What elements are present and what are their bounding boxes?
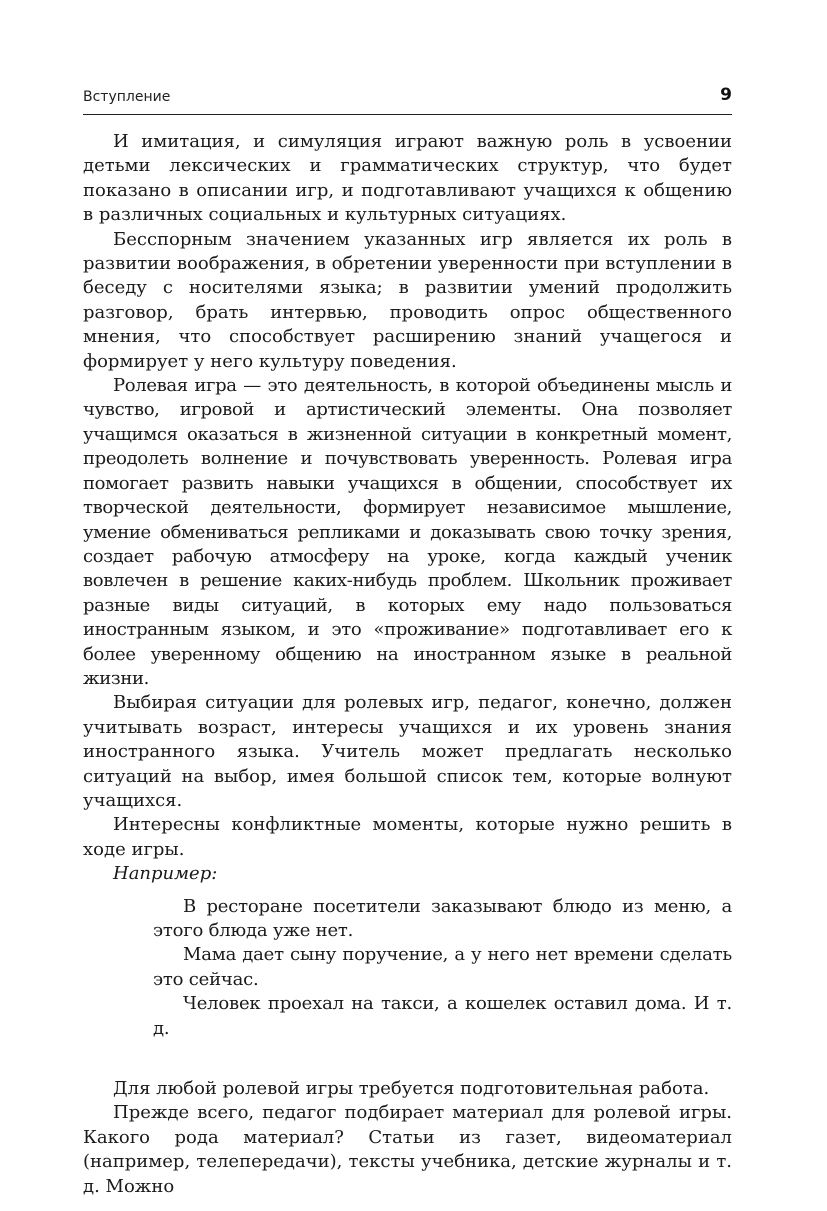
example-item: Человек проехал на такси, а кошелек оставил дома. И т. д. xyxy=(153,993,732,1039)
paragraph: Бесспорным значением указанных игр является их роль в развитии воображения, в обретении уверенности при вступлении в беседу с носителями языка; в развитии умений продолжить разговор, брать интервью, проводить опрос общественного мнения, что способствует расширению знаний учащегося и формирует у него культуру поведения. xyxy=(83,228,732,372)
example-list xyxy=(153,895,732,1041)
paragraph: Для любой ролевой игры требуется подготовительная работа. xyxy=(113,1078,710,1100)
example-item: Мама дает сыну поручение, а у него нет времени сделать это сейчас. xyxy=(153,944,732,990)
paragraph: И имитация, и симуляция играют важную роль в усвоении детьми лексических и грамматических структур, что будет показано в описании игр, и подготавливают учащихся к общению в различных социальных и культурных ситуациях. xyxy=(83,131,732,226)
paragraph: Выбирая ситуации для ролевых игр, педагог, конечно, должен учитывать возраст, интересы учащихся и их уровень знания иностранного языка. Учитель может предлагать несколько ситуаций на выбор, имея большой список тем, которые волнуют учащихся. xyxy=(83,692,732,811)
body-text xyxy=(83,130,732,1199)
section-title: Вступление xyxy=(83,89,171,105)
example-label: Например: xyxy=(113,863,218,885)
example-item: В ресторане посетители заказывают блюдо из меню, а этого блюда уже нет. xyxy=(153,895,732,941)
paragraph: Интересны конфликтные моменты, которые нужно решить в ходе игры. xyxy=(83,814,732,860)
page-number: 9 xyxy=(720,85,732,105)
paragraph: Прежде всего, педагог подбирает материал для ролевой игры. Какого рода материал? Статьи из газет, видеоматериал (например, телепередачи), тексты учебника, детские журналы и т. д. Можно xyxy=(83,1102,732,1197)
paragraph: Ролевая игра — это деятельность, в которой объединены мысль и чувство, игровой и артистический элементы. Она позволяет учащимся оказаться в жизненной ситуации в конкретный момент, преодолеть волнение и почувствовать уверенность. Ролевая игра помогает развить навыки учащихся в общении, способствует их творческой деятельности, формирует независимое мышление, умение обмениваться репликами и доказывать свою точку зрения, создает рабочую атмосферу на уроке, когда каждый ученик вовлечен в решение каких-нибудь проблем. Школьник проживает разные виды ситуаций, в которых ему надо пользоваться иностранным языком, и это «проживание» подготавливает его к более уверенному общению на иностранном языке в реальной жизни. xyxy=(83,375,732,689)
running-header xyxy=(83,84,732,115)
